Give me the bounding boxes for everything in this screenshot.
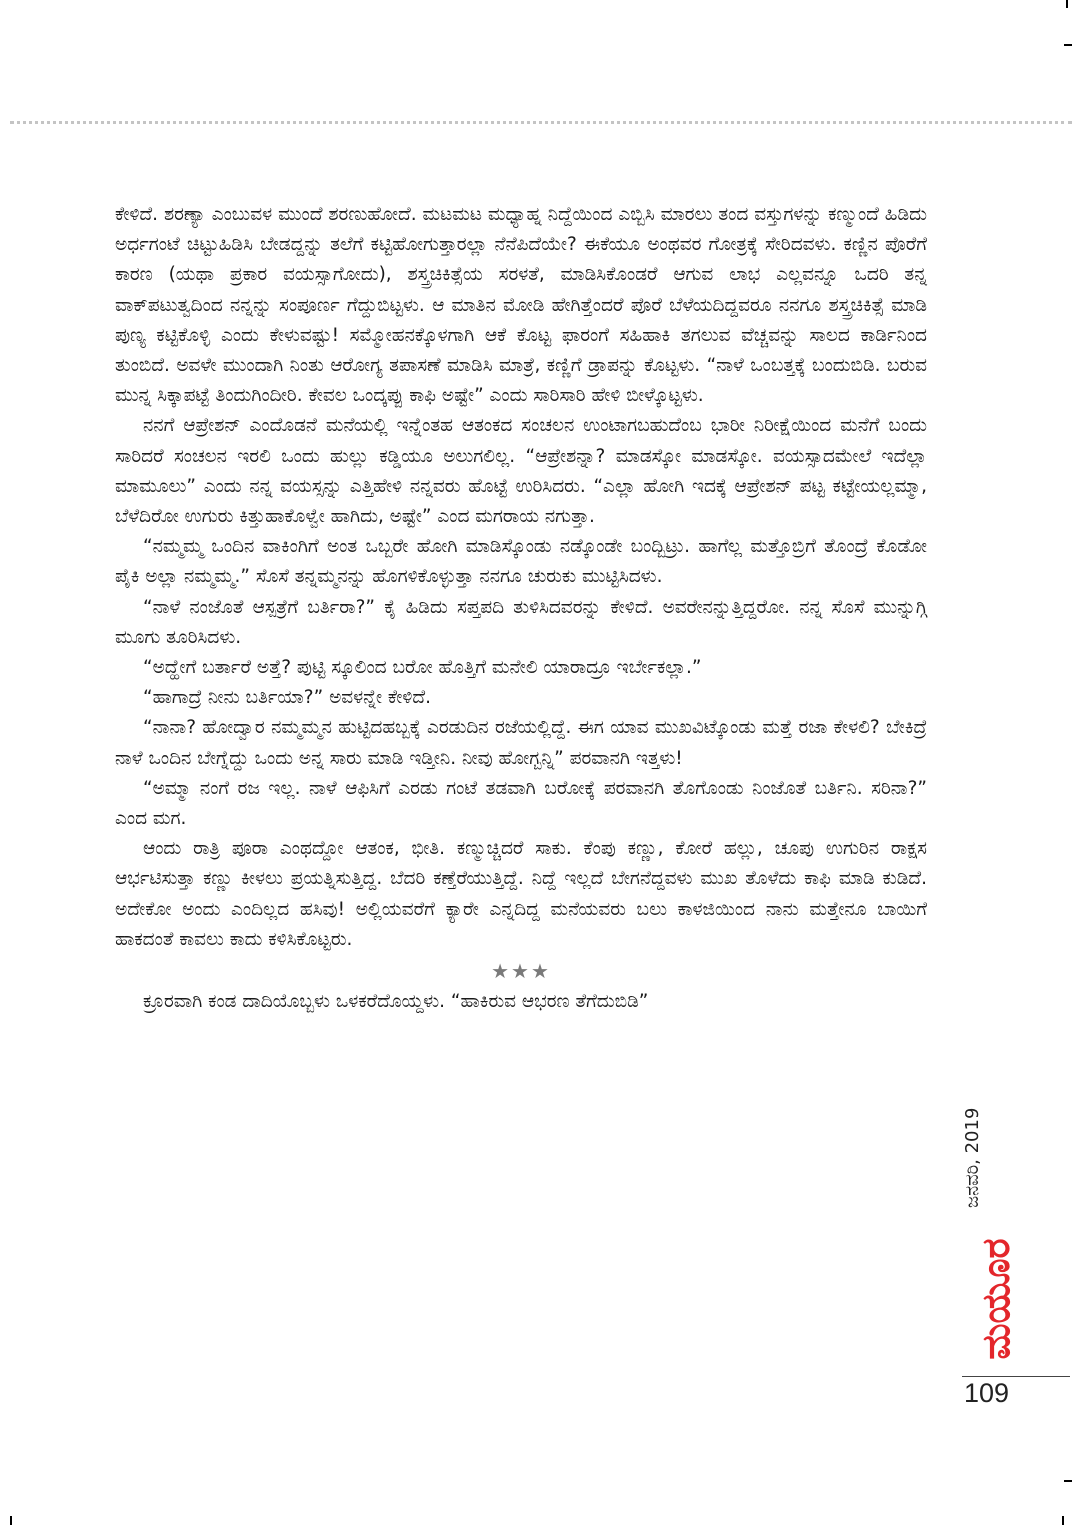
crop-mark-bottom-right bbox=[1062, 1516, 1064, 1525]
crop-mark-top-right bbox=[1066, 0, 1068, 8]
paragraph: “ಅಮ್ಮಾ ನಂಗೆ ರಜ ಇಲ್ಲ. ನಾಳೆ ಆಫಿಸಿಗೆ ಎರಡು ಗಂಟೆ ತಡವಾಗಿ ಬರೋಕ್ಕೆ ಪರವಾನಗಿ ತೊಗೊಂಡು ನಿಂಜೊತೆ ಬರ್ತಿನಿ. ಸರಿನಾ?” ಎಂದ ಮಗ. bbox=[115, 777, 927, 830]
paragraph: “ಅದ್ಹೇಗೆ ಬರ್ತಾರೆ ಅತ್ತೆ? ಪುಟ್ಟಿ ಸ್ಕೂಲಿಂದ ಬರೋ ಹೊತ್ತಿಗೆ ಮನೇಲಿ ಯಾರಾದ್ರೂ ಇರ್ಬೇಕಲ್ಲಾ.” bbox=[143, 657, 702, 679]
section-separator: ★★★ bbox=[491, 959, 551, 984]
header-dotted-rule bbox=[10, 121, 1072, 124]
paragraph: “ಹಾಗಾದ್ರೆ ನೀನು ಬರ್ತಿಯಾ?” ಅವಳನ್ನೇ ಕೇಳಿದೆ. bbox=[143, 687, 431, 709]
paragraph: ನನಗೆ ಆಪ್ರೇಶನ್ ಎಂದೊಡನೆ ಮನೆಯಲ್ಲಿ ಇನ್ನೆಂತಹ ಆತಂಕದ ಸಂಚಲನ ಉಂಟಾಗಬಹುದೆಂಬ ಭಾರೀ ನಿರೀಕ್ಷೆಯಿಂದ ಮನೆಗೆ ಬಂದು ಸಾರಿದರೆ ಸಂಚಲನ ಇರಲಿ ಒಂದು ಹುಲ್ಲು ಕಡ್ಡಿಯೂ ಅಲುಗಲಿಲ್ಲ. “ಆಪ್ರೇಶನ್ನಾ? ಮಾಡಸ್ಕೋ ಮಾಡಸ್ಕೋ. ವಯಸ್ಸಾದಮೇಲೆ ಇದೆಲ್ಲಾ ಮಾಮೂಲು” ಎಂದು ನನ್ನ ವಯಸ್ಸನ್ನು ಎತ್ತಿಹೇಳಿ ನನ್ನವರು ಹೊಟ್ಟೆ ಉರಿಸಿದರು. “ಎಲ್ಲಾ ಹೋಗಿ ಇದಕ್ಕೆ ಆಪ್ರೇಶನ್ ಪಟ್ಟ ಕಟ್ಟೇಯಲ್ಲಮ್ಮಾ, ಬೆಳೆದಿರೋ ಉಗುರು ಕಿತ್ತುಹಾಕೊಳ್ವೇ ಹಾಗಿದು, ಅಷ್ಟೇ” ಎಂದ ಮಗರಾಯ ನಗುತ್ತಾ. bbox=[115, 415, 927, 528]
crop-mark-bottom-left bbox=[10, 1516, 12, 1525]
paragraph: ಕ್ರೂರವಾಗಿ ಕಂಡ ದಾದಿಯೊಬ್ಬಳು ಒಳಕರೆದೊಯ್ದಳು. “ಹಾಕಿರುವ ಆಭರಣ ತೆಗೆದುಬಿಡಿ” bbox=[143, 991, 649, 1013]
magazine-logo-text: ಮಯೂರ bbox=[974, 1238, 1018, 1360]
crop-mark-top-right-h bbox=[1064, 44, 1072, 46]
paragraph: “ನಾನಾ? ಹೋದ್ವಾರ ನಮ್ಮಮ್ಮನ ಹುಟ್ಟಿದಹಬ್ಬಕ್ಕೆ ಎರಡುದಿನ ರಜೆಯಲ್ಲಿದ್ದೆ. ಈಗ ಯಾವ ಮುಖವಿಟ್ಕೊಂಡು ಮತ್ತೆ ರಜಾ ಕೇಳಲಿ? ಬೇಕಿದ್ರೆ ನಾಳೆ ಒಂದಿನ ಬೇಗ್ನೆದ್ದು ಒಂದು ಅನ್ನ ಸಾರು ಮಾಡಿ ಇಡ್ತೀನಿ. ನೀವು ಹೋಗ್ಬನ್ನಿ” ಪರವಾನಗಿ ಇತ್ತಳು! bbox=[115, 717, 927, 769]
paragraph: ಆಂದು ರಾತ್ರಿ ಪೂರಾ ಎಂಥದ್ದೋ ಆತಂಕ, ಭೀತಿ. ಕಣ್ಮುಚ್ಚಿದರೆ ಸಾಕು. ಕೆಂಪು ಕಣ್ಣು, ಕೋರೆ ಹಲ್ಲು, ಚೂಪು ಉಗುರಿನ ರಾಕ್ಷಸ ಆರ್ಭಟಿಸುತ್ತಾ ಕಣ್ಣು ಕೀಳಲು ಪ್ರಯತ್ನಿಸುತ್ತಿದ್ದ. ಬೆದರಿ ಕಣ್ತೆರೆಯುತ್ತಿದ್ದೆ. ನಿದ್ದೆ ಇಲ್ಲದೆ ಬೇಗನೆದ್ದವಳು ಮುಖ ತೊಳೆದು ಕಾಫಿ ಮಾಡಿ ಕುಡಿದೆ. ಅದೇಕೋ ಅಂದು ಎಂದಿಲ್ಲದ ಹಸಿವು! ಅಲ್ಲಿಯವರೆಗೆ ಕ್ಯಾರೇ ಎನ್ನದಿದ್ದ ಮನೆಯವರು ಬಲು ಕಾಳಜಿಯಿಂದ ನಾನು ಮತ್ತೇನೂ ಬಾಯಿಗೆ ಹಾಕದಂತೆ ಕಾವಲು ಕಾದು ಕಳಿಸಿಕೊಟ್ಟರು. bbox=[115, 838, 927, 950]
article-body bbox=[115, 200, 927, 1017]
paragraph: “ನಾಳೆ ನಂಜೊತೆ ಆಸ್ಪತ್ರೆಗೆ ಬರ್ತಿರಾ?” ಕೈ ಹಿಡಿದು ಸಪ್ತಪದಿ ತುಳಿಸಿದವರನ್ನು ಕೇಳಿದೆ. ಅವರೇನನ್ನುತ್ತಿದ್ದರೋ. ನನ್ನ ಸೊಸೆ ಮುನ್ನುಗ್ಗಿ ಮೂಗು ತೂರಿಸಿದಳು. bbox=[115, 596, 927, 648]
issue-date: ಜನವರಿ, 2019 bbox=[962, 1107, 983, 1208]
magazine-logo bbox=[968, 1235, 1020, 1363]
page-number-rule bbox=[962, 1376, 1070, 1377]
paragraph: ಕೇಳಿದೆ. ಶರಣ್ಯಾ ಎಂಬುವಳ ಮುಂದೆ ಶರಣುಹೋದೆ. ಮಟಮಟ ಮಧ್ಯಾಹ್ನ ನಿದ್ದೆಯಿಂದ ಎಬ್ಬಿಸಿ ಮಾರಲು ತಂದ ವಸ್ತುಗಳನ್ನು ಕಣ್ಮುಂದೆ ಹಿಡಿದು ಅರ್ಧಗಂಟೆ ಚಿಟ್ಟುಹಿಡಿಸಿ ಬೇಡದ್ದನ್ನು ತಲೆಗೆ ಕಟ್ಟಿಹೋಗುತ್ತಾರಲ್ಲಾ ನೆನೆಪಿದೆಯೇ? ಈಕೆಯೂ ಅಂಥವರ ಗೋತ್ರಕ್ಕೆ ಸೇರಿದವಳು. ಕಣ್ಣಿನ ಪೊರೆಗೆ ಕಾರಣ (ಯಥಾ ಪ್ರಕಾರ ವಯಸ್ಸಾಗೋದು), ಶಸ್ತ್ರಚಿಕಿತ್ಸೆಯ ಸರಳತೆ, ಮಾಡಿಸಿಕೊಂಡರೆ ಆಗುವ ಲಾಭ ಎಲ್ಲವನ್ನೂ ಒದರಿ ತನ್ನ ವಾಕ್‌ಪಟುತ್ವದಿಂದ ನನ್ನನ್ನು ಸಂಪೂರ್ಣ ಗೆದ್ದುಬಿಟ್ಟಳು. ಆ ಮಾತಿನ ಮೋಡಿ ಹೇಗಿತ್ತೆಂದರೆ ಪೊರೆ ಬೆಳೆಯದಿದ್ದವರೂ ನನಗೂ ಶಸ್ತ್ರಚಿಕಿತ್ಸೆ ಮಾಡಿ ಪುಣ್ಯ ಕಟ್ಟಿಕೊಳ್ಳಿ ಎಂದು ಕೇಳುವಷ್ಟು! ಸಮ್ಮೋಹನಕ್ಕೊಳಗಾಗಿ ಆಕೆ ಕೊಟ್ಟ ಫಾರಂಗೆ ಸಹಿಹಾಕಿ ತಗಲುವ ವೆಚ್ಚವನ್ನು ಸಾಲದ ಕಾರ್ಡಿನಿಂದ ತುಂಬಿದೆ. ಅವಳೇ ಮುಂದಾಗಿ ನಿಂತು ಆರೋಗ್ಯ ತಪಾಸಣೆ ಮಾಡಿಸಿ ಮಾತ್ರೆ, ಕಣ್ಣಿಗೆ ಡ್ರಾಪನ್ನು ಕೊಟ್ಟಳು. “ನಾಳೆ ಒಂಬತ್ತಕ್ಕೆ ಬಂದುಬಿಡಿ. ಬರುವ ಮುನ್ನ ಸಿಕ್ಕಾಪಟ್ಟೆ ತಿಂದುಗಿಂದೀರಿ. ಕೇವಲ ಒಂದ್ಕಪ್ಪು ಕಾಫಿ ಅಷ್ಟೇ” ಎಂದು ಸಾರಿಸಾರಿ ಹೇಳಿ ಬೀಳ್ಕೊಟ್ಟಳು. bbox=[115, 204, 927, 407]
page-number: 109 bbox=[964, 1378, 1010, 1408]
paragraph: “ನಮ್ಮಮ್ಮ ಒಂದಿನ ವಾಕಿಂಗಿಗೆ ಅಂತ ಒಬ್ಬರೇ ಹೋಗಿ ಮಾಡಿಸ್ಕೊಂಡು ನಡ್ಕೊಂಡೇ ಬಂದ್ಬಿಟ್ರು. ಹಾಗೆಲ್ಲ ಮತ್ತೊಬ್ರಿಗೆ ತೊಂದ್ರೆ ಕೊಡೋ ಪೈಕಿ ಅಲ್ಲಾ ನಮ್ಮಮ್ಮ.” ಸೊಸೆ ತನ್ನಮ್ಮನನ್ನು ಹೊಗಳಿಕೊಳ್ಳುತ್ತಾ ನನಗೂ ಚುರುಕು ಮುಟ್ಟಿಸಿದಳು. bbox=[115, 536, 927, 588]
crop-mark-bottom-right-h bbox=[1064, 1480, 1072, 1482]
